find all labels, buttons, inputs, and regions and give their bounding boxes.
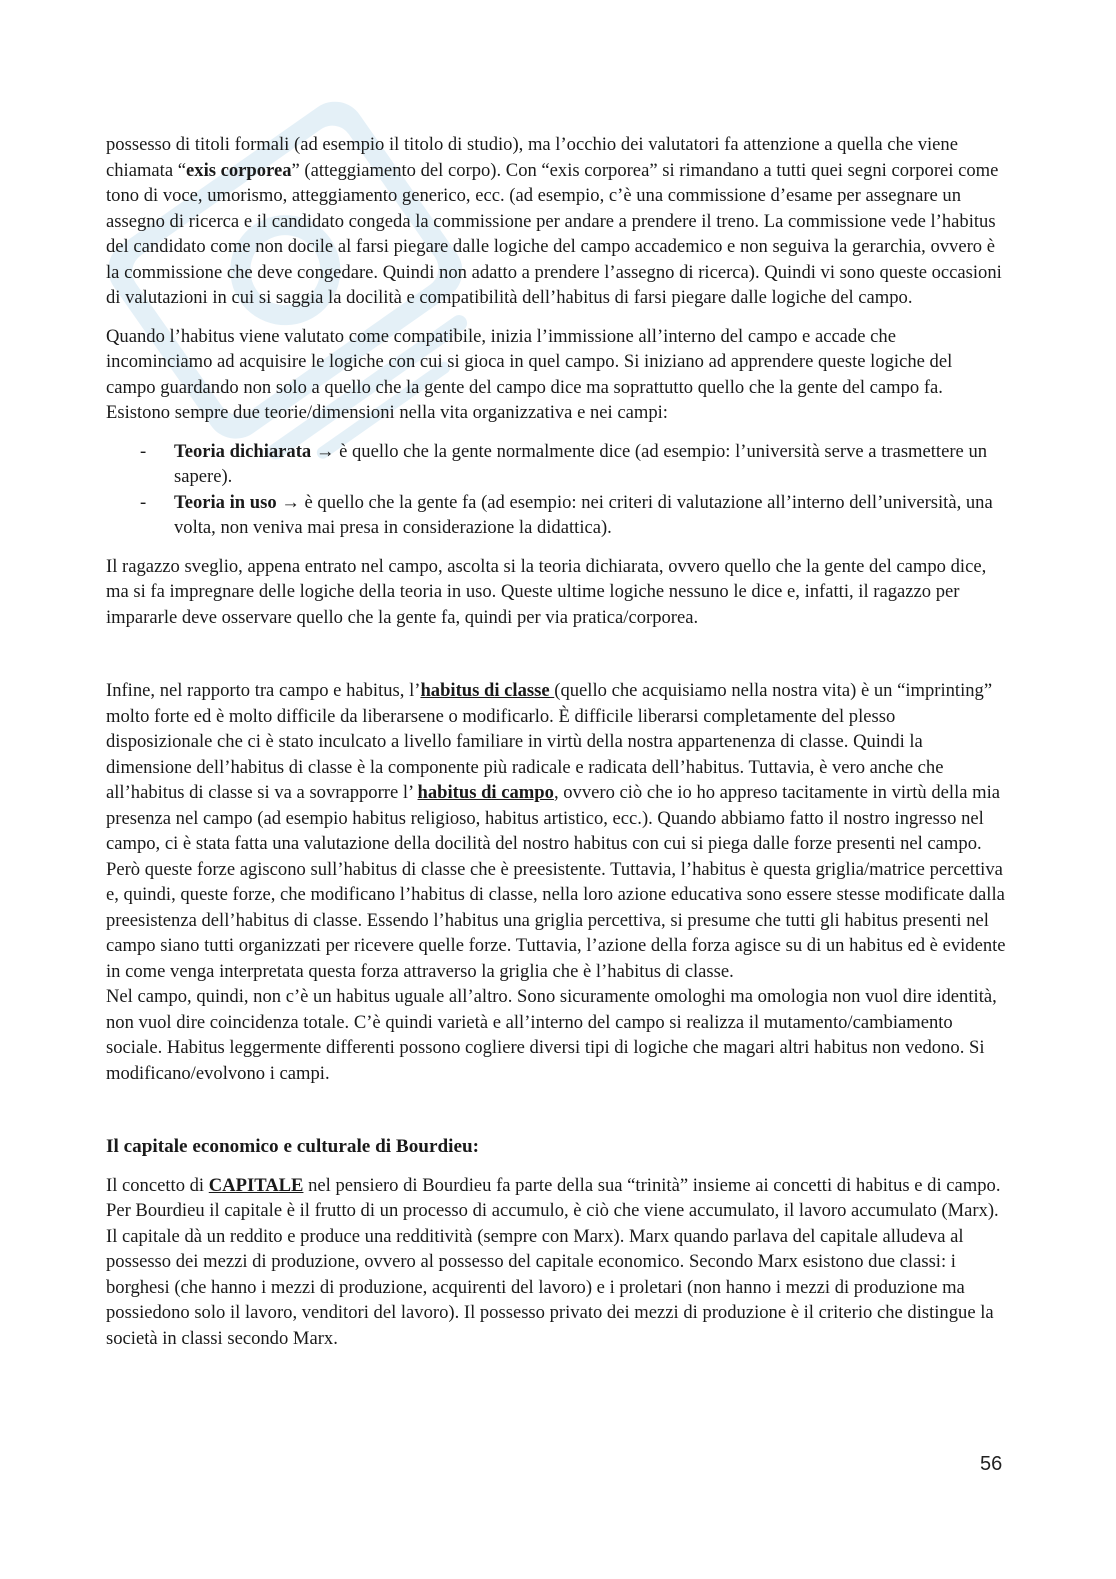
term-habitus-di-campo: habitus di campo: [417, 782, 554, 803]
term-exis-corporea: exis corporea: [186, 159, 292, 181]
paragraph-capitale: Il concetto di CAPITALE nel pensiero di Bourdieu fa parte della sua “trinità” insieme ai concetti di habitus e di campo. Per Bourdieu il capitale è il frutto di un processo di accumulo, è ciò che viene accumulato, il lavoro accumulato (Marx). Il capitale dà un reddito e produce una redditività (sempre con Marx). Marx quando parlava del capitale alludeva al possesso dei mezzi di produzione, ovvero al possesso del capitale economico. Secondo Marx esistono due classi: i borghesi (che hanno i mezzi di produzione, acquirenti del lavoro) e i proletari (non hanno i mezzi di produzione ma possiedono solo il lavoro, venditori del lavoro). Il possesso privato dei mezzi di produzione è il criterio che distingue la società in classi secondo Marx.: [106, 1174, 1001, 1349]
section-heading: Il capitale economico e culturale di Bourdieu:: [106, 1136, 480, 1157]
term-habitus-di-classe: habitus di classe: [420, 680, 555, 701]
paragraph-omologia: Nel campo, quindi, non c’è un habitus uguale all’altro. Sono sicuramente omologhi ma omologia non vuol dire identità, non vuol dire coincidenza totale. C’è quindi varietà e all’interno del campo si realizza il mutamento/cambiamento sociale. Habitus leggermente differenti possono cogliere diversi tipi di logiche che magari altri habitus non vedono. Si modificano/evolvono i campi.: [106, 986, 997, 1084]
paragraph-habitus-di-classe: Infine, nel rapporto tra campo e habitus, l’habitus di classe (quello che acquisiamo nella nostra vita) è un “imprinting” molto forte ed è molto difficile da liberarsene o modificarlo. È difficile liberarsi completamente del plesso disposizionale che ci è stato inculcato a livello familiare in virtù della nostra appartenenza di classe. Quindi la dimensione dell’habitus di classe è la componente più radicale e radicata dell’habitus. Tuttavia, è vero anche che all’habitus di classe si va a sovrapporre l’ habitus di campo, ovvero ciò che io ho appreso tacitamente in virtù della mia presenza nel campo (ad esempio habitus religioso, habitus artistico, ecc.). Quando abbiamo fatto il nostro ingresso nel campo, ci è stata fatta una valutazione della docilità del nostro habitus con cui si piega dalle forze presenti nel campo. Però queste forze agiscono sull’habitus di classe che è preesistente. Tuttavia, l’habitus è questa griglia/matrice percettiva e, quindi, queste forze, che modificano l’habitus di classe, nella loro azione educativa sono essere stesse modificate dalla preesistenza dell’habitus di classe. Essendo l’habitus una griglia percettiva, si presume che tutti gli habitus presenti nel campo siano tutti organizzati per ricevere quelle forze. Tuttavia, l’azione della forza agisce su di un habitus ed è evidente in come venga interpretata questa forza attraverso la griglia che è l’habitus di classe.: [106, 680, 1006, 982]
term-capitale: CAPITALE: [208, 1174, 304, 1196]
paragraph-habitus-compatibile: Quando l’habitus viene valutato come compatibile, inizia l’immissione all’interno del campo e accade che incominciamo ad acquisire le logiche con cui si gioca in quel campo. Si iniziano ad apprendere queste logiche del campo guardando non solo a quello che la gente del campo dice ma soprattutto quello che la gente del campo fa. Esistono sempre due teorie/dimensioni nella vita organizzativa e nei campi:: [106, 325, 953, 423]
page-number: 56: [980, 1453, 1003, 1475]
list-item: - Teoria in uso → è quello che la gente fa (ad esempio: nei criteri di valutazione all’interno dell’università, una volta, non veniva mai presa in considerazione la didattica).: [106, 490, 1006, 541]
theories-list: [106, 439, 1006, 541]
list-item: - Teoria dichiarata → è quello che la gente normalmente dice (ad esempio: l’università serve a trasmettere un sapere).: [106, 439, 1006, 490]
paragraph-ragazzo-sveglio: Il ragazzo sveglio, appena entrato nel campo, ascolta si la teoria dichiarata, ovvero quello che la gente del campo dice, ma si fa impregnare delle logiche della teoria in uso. Queste ultime logiche nessuno le dice e, infatti, il ragazzo per impararle deve osservare quello che la gente fa, quindi per via pratica/corporea.: [106, 555, 987, 628]
document-page: [106, 132, 1006, 1351]
paragraph-exis-corporea: possesso di titoli formali (ad esempio il titolo di studio), ma l’occhio dei valutatori fa attenzione a quella che viene chiamata “exis corporea” (atteggiamento del corpo). Con “exis corporea” si rimandano a tutti quei segni corporei come tono di voce, umorismo, atteggiamento generico, ecc. (ad esempio, c’è una commissione d’esame per assegnare un assegno di ricerca e il candidato congeda la commissione per andare a prendere il treno. La commissione vede l’habitus del candidato come non docile al farsi piegare dalle logiche del campo accademico e non seguiva la gerarchia, ovvero è la commissione che deve congedare. Quindi non adatto a prendere l’assegno di ricerca). Quindi vi sono queste occasioni di valutazioni in cui si saggia la docilità e compatibilità dell’habitus di farsi piegare dalle logiche del campo.: [106, 134, 1002, 308]
